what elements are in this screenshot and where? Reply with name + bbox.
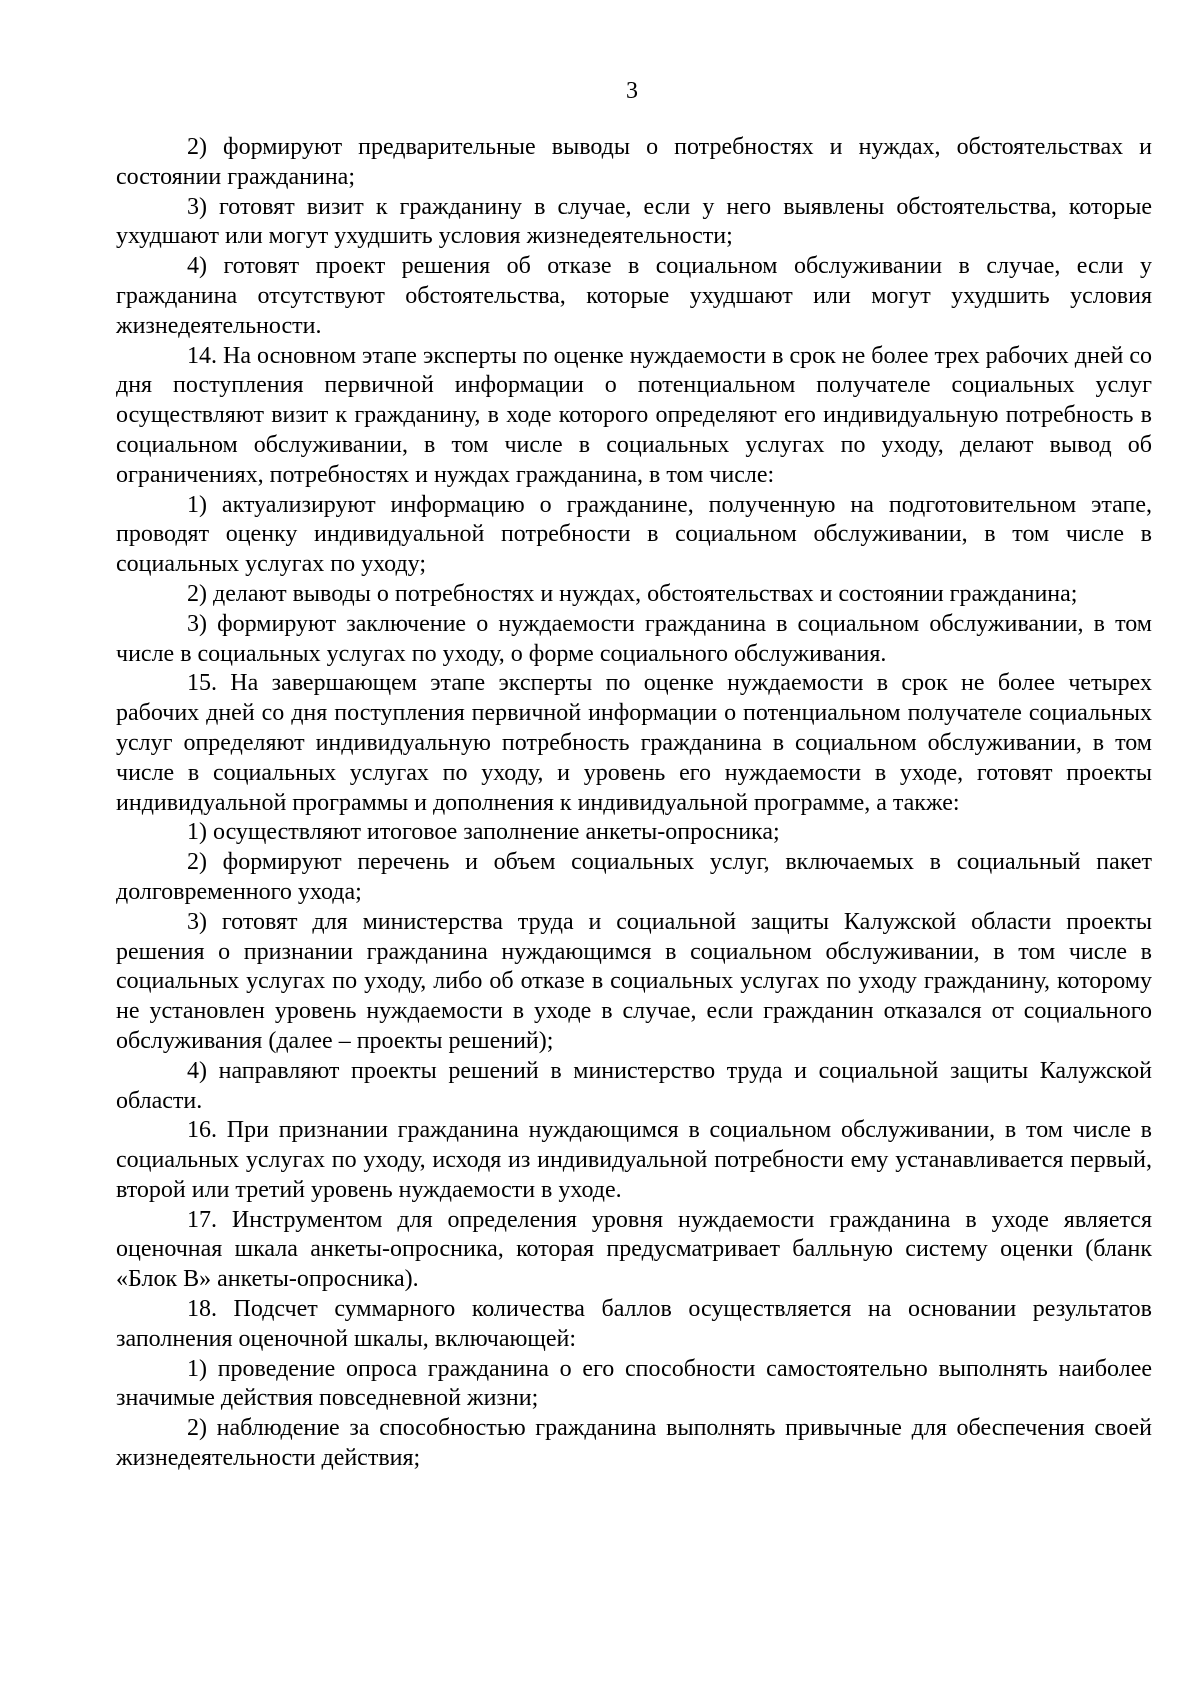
paragraph-item-18-subitem-1: 1) проведение опроса гражданина о его способности самостоятельно выполнять наиболее значимые действия повседневной жизни; [116,1355,1152,1412]
paragraph-item-18: 18. Подсчет суммарного количества баллов осуществляется на основании результатов заполнения оценочной шкалы, включающей: [116,1296,1152,1352]
paragraph-item-15-subitem-1: 1) осуществляют итоговое заполнение анкеты-опросника; [187,819,780,846]
paragraph-item-15-subitem-3: 3) готовят для министерства труда и социальной защиты Калужской области проекты решения о признании гражданина нуждающимся в социальном обслуживании, в том числе в социальных услугах по уходу, либо об отказе в социальных услугах по уходу гражданину, которому не установлен уровень нуждаемости в уходе в случае, если гражданин отказался от социального обслуживания (далее – проекты решений); [116,908,1152,1054]
paragraph-item-15-subitem-2: 2) формируют перечень и объем социальных услуг, включаемых в социальный пакет долговременного ухода; [116,849,1152,905]
paragraph-item-18-subitem-2: 2) наблюдение за способностью гражданина выполнять привычные для обеспечения своей жизнедеятельности действия; [116,1415,1152,1472]
paragraph-item-17: 17. Инструментом для определения уровня нуждаемости гражданина в уходе является оценочная шкала анкеты-опросника, которая предусматривает балльную систему оценки (бланк «Блок В» анкеты-опросника). [116,1206,1152,1293]
paragraph-subitem-3-prepare-visit: 3) готовят визит к гражданину в случае, если у него выявлены обстоятельства, которые ухудшают или могут ухудшить условия жизнедеятельности; [116,193,1152,250]
paragraph-item-14-subitem-2: 2) делают выводы о потребностях и нуждах, обстоятельствах и состоянии гражданина; [187,580,1078,607]
paragraph-item-15-final-stage: 15. На завершающем этапе эксперты по оценке нуждаемости в срок не более четырех рабочих дней со дня поступления первичной информации о потенциальном получателе социальных услуг определяют индивидуальную потребность гражданина в социальном обслуживании, в том числе в социальных услугах по уходу, и уровень его нуждаемости в уходе, готовят проекты индивидуальной программы и дополнения к индивидуальной программе, а также: [116,670,1152,816]
paragraph-item-14-subitem-3: 3) формируют заключение о нуждаемости гражданина в социальном обслуживании, в том числе в социальных услугах по уходу, о форме социального обслуживания. [116,610,1152,667]
page-number: 3 [626,78,638,104]
paragraph-item-14-main-stage: 14. На основном этапе эксперты по оценке нуждаемости в срок не более трех рабочих дней со дня поступления первичной информации о потенциальном получателе социальных услуг осуществляют визит к гражданину, в ходе которого определяют его индивидуальную потребность в социальном обслуживании, в том числе в социальных услугах по уходу, делают вывод об ограничениях, потребностях и нуждах гражданина, в том числе: [116,342,1152,488]
paragraph-subitem-4-draft-refusal: 4) готовят проект решения об отказе в социальном обслуживании в случае, если у гражданина отсутствуют обстоятельства, которые ухудшают или могут ухудшить условия жизнедеятельности. [116,253,1152,339]
paragraph-item-15-subitem-4: 4) направляют проекты решений в министерство труда и социальной защиты Калужской области. [116,1057,1152,1114]
document-body [116,133,1152,1474]
paragraph-item-14-subitem-1: 1) актуализируют информацию о гражданине, полученную на подготовительном этапе, проводят оценку индивидуальной потребности в социальном обслуживании, в том числе в социальных услугах по уходу; [116,491,1152,578]
paragraph-subitem-2-preliminary-conclusions: 2) формируют предварительные выводы о потребностях и нуждах, обстоятельствах и состоянии гражданина; [116,134,1152,190]
paragraph-item-16: 16. При признании гражданина нуждающимся в социальном обслуживании, в том числе в социальных услугах по уходу, исходя из индивидуальной потребности ему устанавливается первый, второй или третий уровень нуждаемости в уходе. [116,1117,1152,1203]
